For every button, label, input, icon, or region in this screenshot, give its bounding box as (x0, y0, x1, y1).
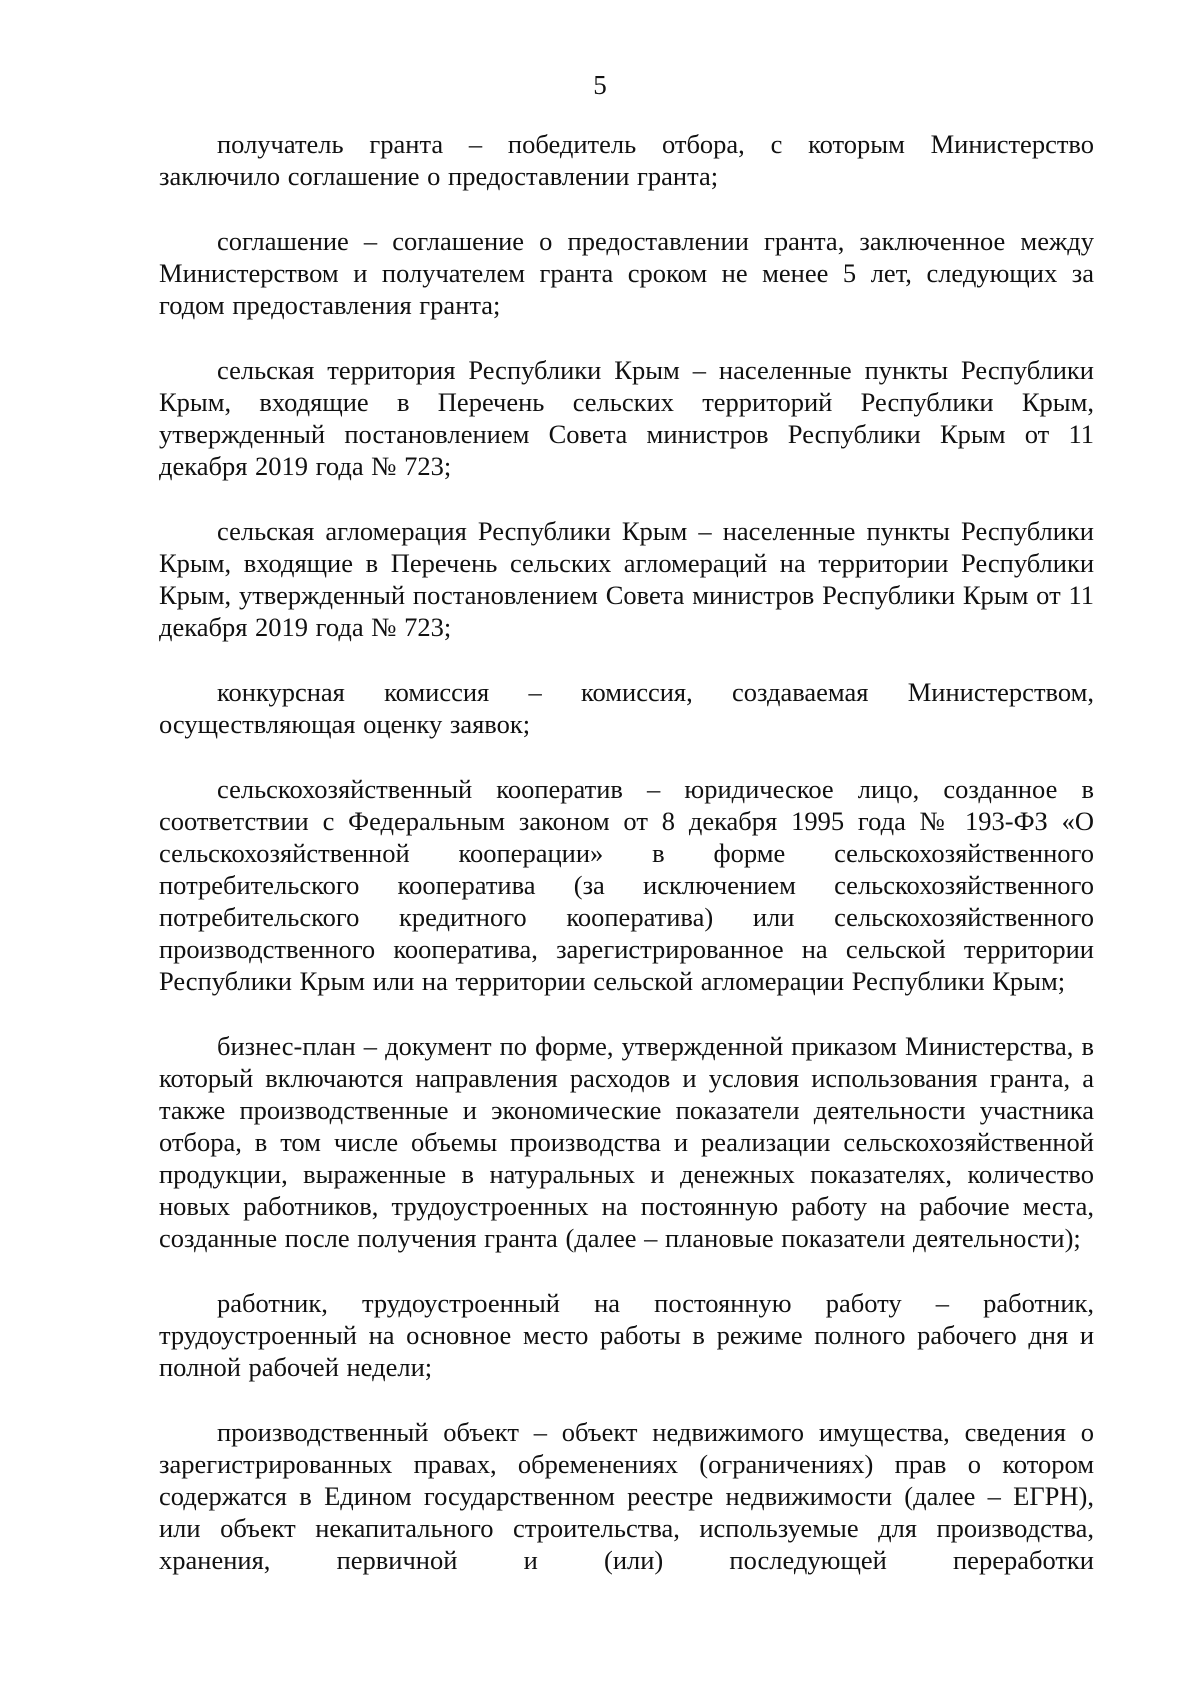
document-body (159, 128, 1094, 1576)
definition-competition-commission: конкурсная комиссия – комиссия, создаваемая Министерством, осуществляющая оценку заявок; (159, 677, 1094, 739)
definition-rural-territory: сельская территория Республики Крым – населенные пункты Республики Крым, входящие в Перечень сельских территорий Республики Крым, утвержденный постановлением Совета министров Республики Крым от 11 декабря 2019 года № 723; (159, 355, 1094, 481)
definition-agreement: соглашение – соглашение о предоставлении гранта, заключенное между Министерством и получателем гранта сроком не менее 5 лет, следующих за годом предоставления гранта; (159, 226, 1094, 320)
definition-agricultural-cooperative: сельскохозяйственный кооператив – юридическое лицо, созданное в соответствии с Федеральным законом от 8 декабря 1995 года № 193-ФЗ «О сельскохозяйственной кооперации» в форме сельскохозяйственного потребительского кооператива (за исключением сельскохозяйственного потребительского кредитного кооператива) или сельскохозяйственного производственного кооператива, зарегистрированное на сельской территории Республики Крым или на территории сельской агломерации Республики Крым; (159, 774, 1094, 996)
definition-business-plan: бизнес-план – документ по форме, утвержденной приказом Министерства, в который включаются направления расходов и условия использования гранта, а также производственные и экономические показатели деятельности участника отбора, в том числе объемы производства и реализации сельскохозяйственной продукции, выраженные в натуральных и денежных показателях, количество новых работников, трудоустроенных на постоянную работу на рабочие места, созданные после получения гранта (далее – плановые показатели деятельности); (159, 1031, 1094, 1253)
page-number: 5 (593, 70, 607, 100)
definition-rural-agglomeration: сельская агломерация Республики Крым – населенные пункты Республики Крым, входящие в Перечень сельских агломераций на территории Республики Крым, утвержденный постановлением Совета министров Республики Крым от 11 декабря 2019 года № 723; (159, 516, 1094, 642)
definition-permanent-employee: работник, трудоустроенный на постоянную работу – работник, трудоустроенный на основное место работы в режиме полного рабочего дня и полной рабочей недели; (159, 1288, 1094, 1382)
definition-grant-recipient: получатель гранта – победитель отбора, с которым Министерство заключило соглашение о предоставлении гранта; (159, 129, 1094, 191)
definition-production-facility: производственный объект – объект недвижимого имущества, сведения о зарегистрированных правах, обременениях (ограничениях) прав о котором содержатся в Едином государственном реестре недвижимости (далее – ЕГРН), или объект некапитального строительства, используемые для производства, хранения, первичной и (или) последующей переработки (159, 1417, 1094, 1575)
